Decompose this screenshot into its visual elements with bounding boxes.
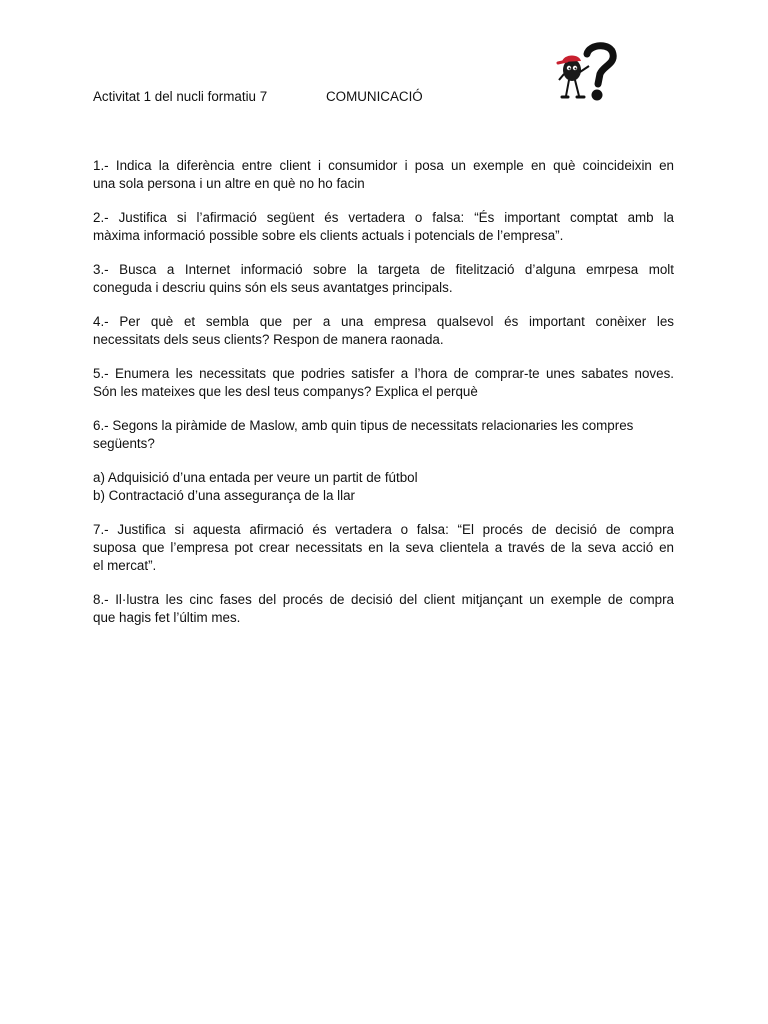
question-1: [93, 157, 674, 193]
questions-list: [93, 157, 674, 643]
question-7: [93, 521, 674, 575]
question-line: 4.- Per què et sembla que per a una empresa qualsevol és important conèixer les: [93, 314, 674, 329]
question-8: [93, 591, 674, 627]
question-line: una sola persona i un altre en què no ho facin: [93, 176, 365, 191]
question-line: necessitats dels seus clients? Respon de manera raonada.: [93, 332, 444, 347]
question-line: Són les mateixes que les desl teus companys? Explica el perquè: [93, 384, 478, 399]
question-line: el mercat”.: [93, 558, 157, 573]
question-3: [93, 261, 674, 297]
question-4: [93, 313, 674, 349]
question-line: que hagis fet l’últim mes.: [93, 610, 241, 625]
question-line: 6.- Segons la piràmide de Maslow, amb quin tipus de necessitats relacionaries les compres: [93, 418, 634, 433]
question-line: 8.- Il·lustra les cinc fases del procés de decisió del client mitjançant un exemple de compra: [93, 592, 674, 607]
question-line: suposa que l’empresa pot crear necessitats en la seva clientela a través de la seva acció en: [93, 540, 674, 555]
question-line: 5.- Enumera les necessitats que podries satisfer a l’hora de comprar-te unes sabates noves.: [93, 366, 674, 381]
question-line: 3.- Busca a Internet informació sobre la targeta de fitelització d’alguna emrpesa molt: [93, 262, 674, 277]
option-a: a) Adquisició d’una entada per veure un partit de fútbol: [93, 470, 418, 485]
subject-title: COMUNICACIÓ: [326, 89, 423, 104]
question-6: [93, 417, 674, 453]
document-header: [93, 89, 513, 107]
question-mark-mascot-icon: [553, 40, 623, 104]
question-2: [93, 209, 674, 245]
question-line: següents?: [93, 436, 155, 451]
question-6-options: [93, 469, 674, 505]
activity-title: Activitat 1 del nucli formatiu 7: [93, 89, 268, 104]
question-line: màxima informació possible sobre els clients actuals i potencials de l’empresa”.: [93, 228, 564, 243]
question-line: coneguda i descriu quins són els seus avantatges principals.: [93, 280, 453, 295]
option-b: b) Contractació d’una assegurança de la llar: [93, 488, 356, 503]
question-5: [93, 365, 674, 401]
question-line: 1.- Indica la diferència entre client i consumidor i posa un exemple en què coincideixin en: [93, 158, 674, 173]
question-line: 7.- Justifica si aquesta afirmació és vertadera o falsa: “El procés de decisió de compra: [93, 522, 674, 537]
question-line: 2.- Justifica si l’afirmació següent és vertadera o falsa: “És important comptat amb la: [93, 210, 674, 225]
